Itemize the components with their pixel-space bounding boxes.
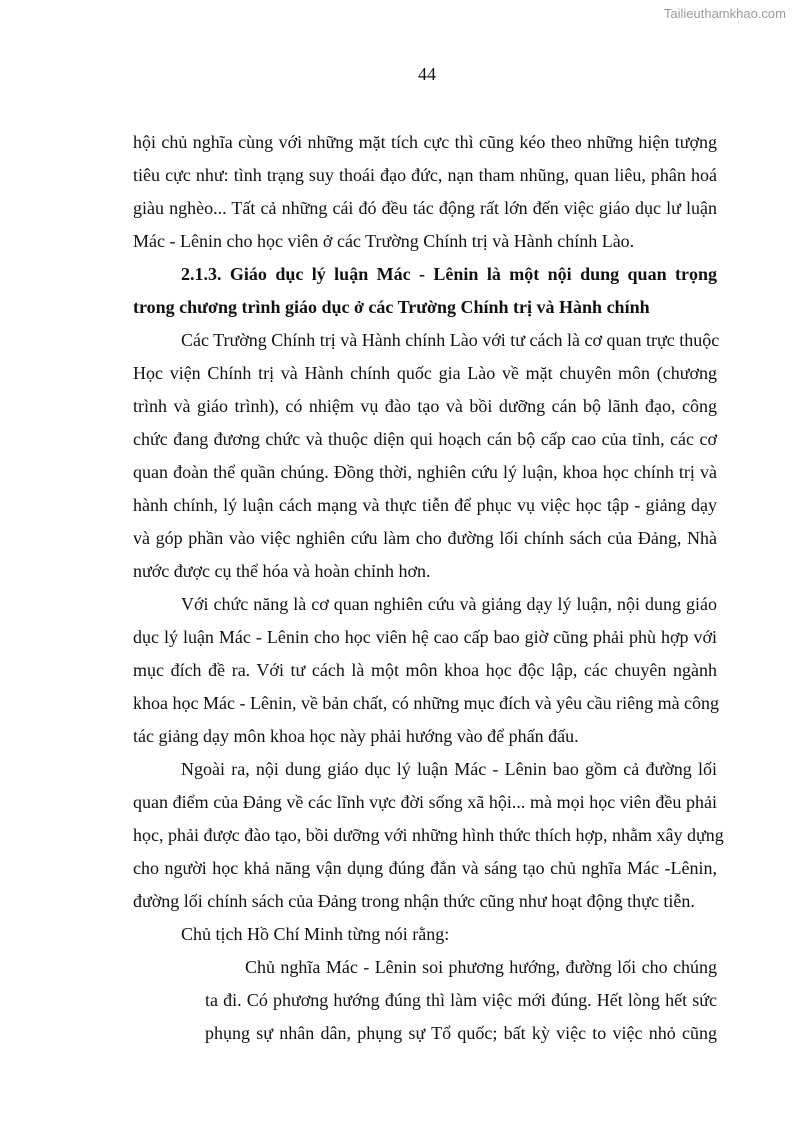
paragraph	[133, 753, 724, 918]
text-line: khoa học Mác - Lênin, về bản chất, có những mục đích và yêu cầu riêng mà công	[133, 693, 720, 713]
quote-line: Chủ nghĩa Mác - Lênin soi phương hướng, đường lối cho chúng	[245, 957, 717, 977]
text-line: hội chủ nghĩa cùng với những mặt tích cực thì cũng kéo theo những hiện tượng	[133, 132, 717, 152]
paragraph	[133, 918, 717, 951]
text-line: tác giảng dạy môn khoa học này phải hướng vào để phấn đấu.	[133, 726, 579, 746]
text-line: hành chính, lý luận cách mạng và thực tiễn để phục vụ việc học tập - giảng dạy	[133, 495, 717, 515]
text-line: giàu nghèo... Tất cả những cái đó đều tác động rất lớn đến việc giáo dục lư luận	[133, 198, 717, 218]
text-line: quan điểm của Đảng về các lĩnh vực đời sống xã hội... mà mọi học viên đều phải	[133, 792, 717, 812]
text-line: Các Trường Chính trị và Hành chính Lào với tư cách là cơ quan trực thuộc	[181, 330, 720, 350]
text-line: mục đích đề ra. Với tư cách là một môn khoa học độc lập, các chuyên ngành	[133, 660, 717, 680]
text-line: Học viện Chính trị và Hành chính quốc gia Lào về mặt chuyên môn (chương	[133, 363, 717, 383]
heading-line: trong chương trình giáo dục ở các Trường Chính trị và Hành chính	[133, 297, 650, 317]
text-line: quan đoàn thể quần chúng. Đồng thời, nghiên cứu lý luận, khoa học chính trị và	[133, 462, 717, 482]
text-line: học, phải được đào tạo, bồi dưỡng với những hình thức thích hợp, nhằm xây dựng	[133, 825, 724, 845]
block-quote	[133, 951, 717, 1050]
watermark: Tailieuthamkhao.com	[663, 6, 786, 21]
text-line: trình và giáo trình), có nhiệm vụ đào tạo và bồi dưỡng cán bộ lãnh đạo, công	[133, 396, 717, 416]
paragraph-continuation	[133, 126, 717, 258]
heading-line: 2.1.3. Giáo dục lý luận Mác - Lênin là một nội dung quan trọng	[181, 264, 717, 284]
document-body	[133, 126, 724, 1050]
quote-line: phụng sự nhân dân, phụng sự Tổ quốc; bất kỳ việc to việc nhỏ cũng	[205, 1023, 717, 1043]
text-line: tiêu cực như: tình trạng suy thoái đạo đức, nạn tham nhũng, quan liêu, phân hoá	[133, 165, 717, 185]
text-line: Ngoài ra, nội dung giáo dục lý luận Mác - Lênin bao gồm cả đường lối	[181, 759, 717, 779]
text-line: Mác - Lênin cho học viên ở các Trường Chính trị và Hành chính Lào.	[133, 231, 635, 251]
quote-line: ta đi. Có phương hướng đúng thì làm việc mới đúng. Hết lòng hết sức	[205, 990, 717, 1010]
text-line: cho người học khả năng vận dụng đúng đắn và sáng tạo chủ nghĩa Mác -Lênin,	[133, 858, 717, 878]
text-line: chức đang đương chức và thuộc diện qui hoạch cán bộ cấp cao của tỉnh, các cơ	[133, 429, 717, 449]
text-line: dục lý luận Mác - Lênin cho học viên hệ cao cấp bao giờ cũng phải phù hợp với	[133, 627, 717, 647]
text-line: Chủ tịch Hồ Chí Minh từng nói rằng:	[181, 924, 450, 944]
page-number: 44	[418, 64, 436, 84]
section-heading	[133, 258, 717, 324]
text-line: nước được cụ thể hóa và hoàn chỉnh hơn.	[133, 561, 431, 581]
paragraph	[133, 324, 720, 588]
text-line: đường lối chính sách của Đảng trong nhận thức cũng như hoạt động thực tiễn.	[133, 891, 695, 911]
text-line: Với chức năng là cơ quan nghiên cứu và giảng dạy lý luận, nội dung giáo	[181, 594, 717, 614]
paragraph	[133, 588, 720, 753]
text-line: và góp phần vào việc nghiên cứu làm cho đường lối chính sách của Đảng, Nhà	[133, 528, 717, 548]
